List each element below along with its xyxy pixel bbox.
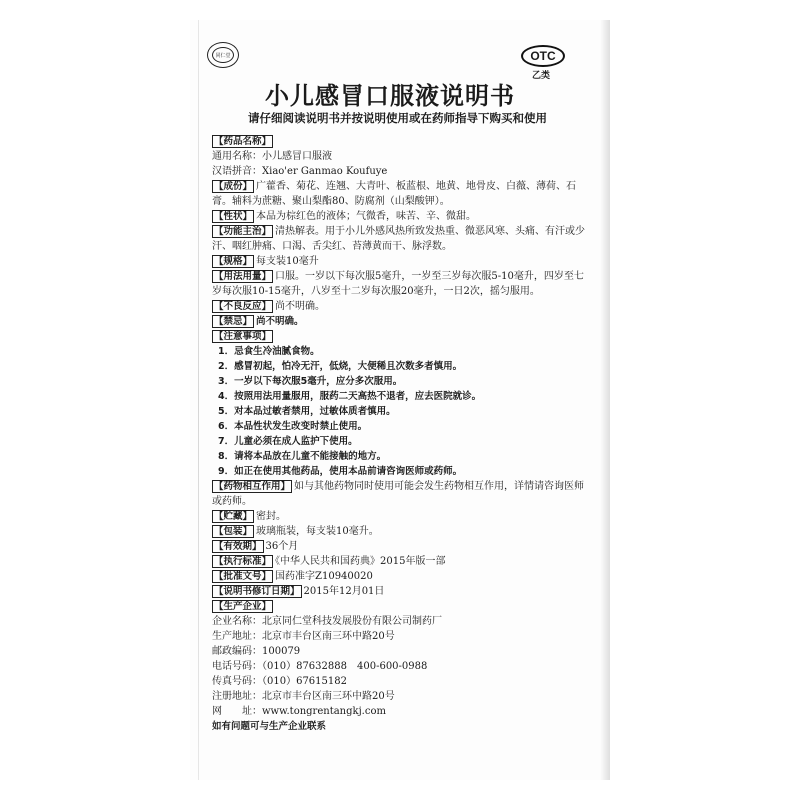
fax-number: 传真号码：（010）67615182 bbox=[212, 676, 347, 687]
phone-number: 电话号码：（010）87632888 400-600-0988 bbox=[212, 661, 428, 672]
character-section: 【性状】 本品为棕红色的液体；气微香，味苦、辛、微甜。 bbox=[214, 211, 477, 222]
specification-section: 【规格】 每支装10毫升 bbox=[214, 256, 319, 267]
manufacturer-heading: 【生产企业】 bbox=[214, 601, 272, 612]
generic-name: 通用名称：小儿感冒口服液 bbox=[212, 151, 332, 162]
precaution-item: 8．请将本品放在儿童不能接触的地方。 bbox=[218, 451, 387, 462]
precaution-item: 1．忌食生冷油腻食物。 bbox=[218, 346, 320, 357]
manufacturer-name: 企业名称：北京同仁堂科技发展股份有限公司制药厂 bbox=[212, 616, 442, 627]
storage-section: 【贮藏】 密封。 bbox=[214, 511, 287, 522]
precaution-item: 5．对本品过敏者禁用，过敏体质者慎用。 bbox=[218, 406, 396, 417]
pinyin-name: 汉语拼音：Xiao'er Ganmao Koufuye bbox=[212, 166, 388, 177]
package-section: 【包装】 玻璃瓶装，每支装10毫升。 bbox=[214, 526, 379, 537]
leaflet-body bbox=[212, 134, 590, 734]
document-title: 小儿感冒口服液说明书 bbox=[265, 82, 515, 110]
document-subtitle: 请仔细阅读说明书并按说明使用或在药师指导下购买和使用 bbox=[248, 111, 547, 125]
standard-section: 【执行标准】 《中华人民共和国药典》2015年版一部 bbox=[214, 556, 446, 567]
dosage-section: 【用法用量】 口服。一岁以下每次服5毫升，一岁至三岁每次服5-10毫升，四岁至七岁每次服10-15毫升，八岁至十二岁每次服20毫升，一日2次，摇匀服用。 bbox=[212, 271, 584, 297]
registered-address: 注册地址：北京市丰台区南三环中路20号 bbox=[212, 691, 395, 702]
validity-section: 【有效期】 36个月 bbox=[214, 541, 299, 552]
drug-name-heading: 【药品名称】 bbox=[214, 136, 272, 147]
brand-logo-mark: 同仁堂 bbox=[212, 47, 234, 63]
otc-class-label: 乙类 bbox=[532, 71, 551, 81]
brand-logo bbox=[207, 42, 239, 68]
interaction-section: 【药物相互作用】 如与其他药物同时使用可能会发生药物相互作用，详情请咨询医师或药师。 bbox=[212, 481, 585, 507]
precautions-heading: 【注意事项】 bbox=[214, 331, 272, 342]
ingredients-section: 【成份】 广藿香、菊花、连翘、大青叶、板蓝根、地黄、地骨皮、白薇、薄荷、石膏。辅料为蔗糖、聚山梨酯80、防腐剂（山梨酸钾）。 bbox=[212, 181, 577, 207]
indication-section: 【功能主治】 清热解表。用于小儿外感风热所致发热重、微恶风寒、头痛、有汗或少汗、咽红肿痛、口渴、舌尖红、苔薄黄而干、脉浮数。 bbox=[212, 226, 586, 252]
precaution-item: 2．感冒初起，怕冷无汗，低烧，大便稀且次数多者慎用。 bbox=[218, 361, 463, 372]
precaution-item: 9．如正在使用其他药品，使用本品前请咨询医师或药师。 bbox=[218, 466, 463, 477]
revision-date-section: 【说明书修订日期】 2015年12月01日 bbox=[214, 586, 385, 597]
website: 网 址：www.tongrentangkj.com bbox=[212, 706, 386, 717]
postal-code: 邮政编码：100079 bbox=[212, 646, 301, 657]
contraindication-section: 【禁忌】 尚不明确。 bbox=[214, 316, 304, 327]
precaution-item: 3．一岁以下每次服5毫升，应分多次服用。 bbox=[218, 376, 403, 387]
precaution-item: 6．本品性状发生改变时禁止使用。 bbox=[218, 421, 368, 432]
contact-note: 如有问题可与生产企业联系 bbox=[212, 721, 327, 732]
precaution-item: 7．儿童必须在成人监护下使用。 bbox=[218, 436, 358, 447]
otc-badge: OTC bbox=[521, 45, 565, 67]
approval-section: 【批准文号】 国药准字Z10940020 bbox=[214, 571, 373, 582]
manufacturer-address: 生产地址：北京市丰台区南三环中路20号 bbox=[212, 631, 395, 642]
adverse-reaction-section: 【不良反应】 尚不明确。 bbox=[214, 301, 326, 312]
precaution-item: 4．按照用法用量服用，服药二天高热不退者，应去医院就诊。 bbox=[218, 391, 482, 402]
